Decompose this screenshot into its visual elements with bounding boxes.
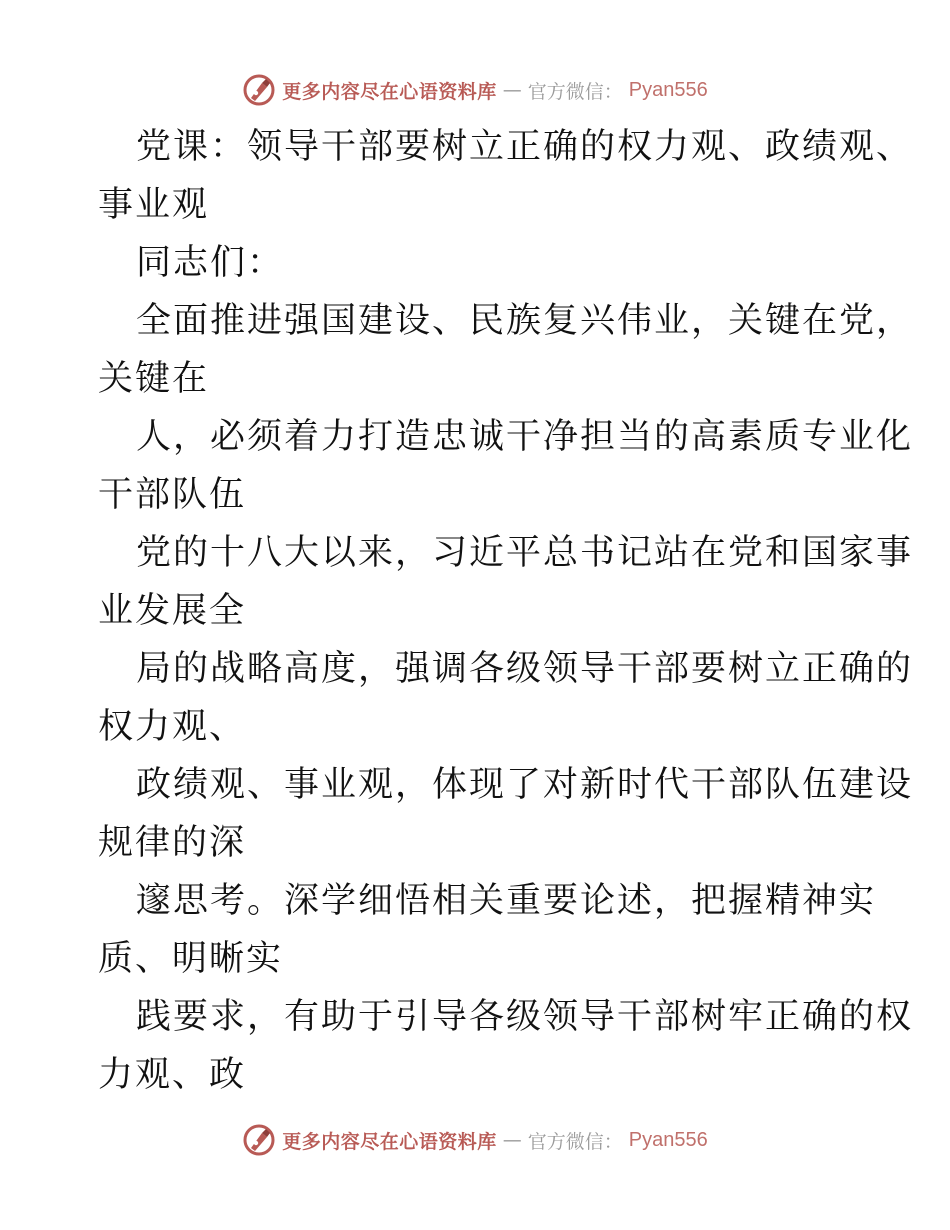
watermark-brand-text: 更多内容尽在心语资料库 [282,80,497,103]
text-line: 业发展全 [98,591,247,631]
text-line: 事业观 [98,185,210,225]
watermark-header [0,70,950,110]
text-line: 干部队伍 [98,475,247,515]
watermark-separator: — [502,79,522,101]
text-line: 力观、政 [98,1055,247,1095]
text-line: 质、明晰实 [98,939,284,979]
text-line: 关键在 [98,359,210,399]
watermark-official-label: 官方微信： [527,80,623,103]
text-line: 党课：领导干部要树立正确的权力观、政绩观、 [136,127,914,167]
document-body [98,118,914,1104]
text-line: 人，必须着力打造忠诚干净担当的高素质专业化 [136,417,914,457]
watermark-wechat-id: Pyan556 [628,1128,708,1151]
text-line: 全面推进强国建设、民族复兴伟业，关键在党， [136,301,914,341]
text-line: 践要求，有助于引导各级领导干部树牢正确的权 [136,997,914,1037]
watermark-wechat-id: Pyan556 [628,78,708,101]
text-line: 同志们： [136,243,285,283]
text-line: 政绩观、事业观，体现了对新时代干部队伍建设 [136,765,914,805]
text-line: 邃思考。深学细悟相关重要论述，把握精神实 [136,881,877,921]
pen-logo-icon [242,73,276,107]
watermark-brand-text: 更多内容尽在心语资料库 [282,1130,497,1153]
text-line: 党的十八大以来，习近平总书记站在党和国家事 [136,533,914,573]
text-line: 权力观、 [98,707,247,747]
watermark-separator: — [502,1129,522,1151]
watermark-official-label: 官方微信： [527,1130,623,1153]
watermark-footer [0,1120,950,1160]
text-line: 规律的深 [98,823,247,863]
pen-logo-icon [242,1123,276,1157]
text-line: 局的战略高度，强调各级领导干部要树立正确的 [136,649,914,689]
